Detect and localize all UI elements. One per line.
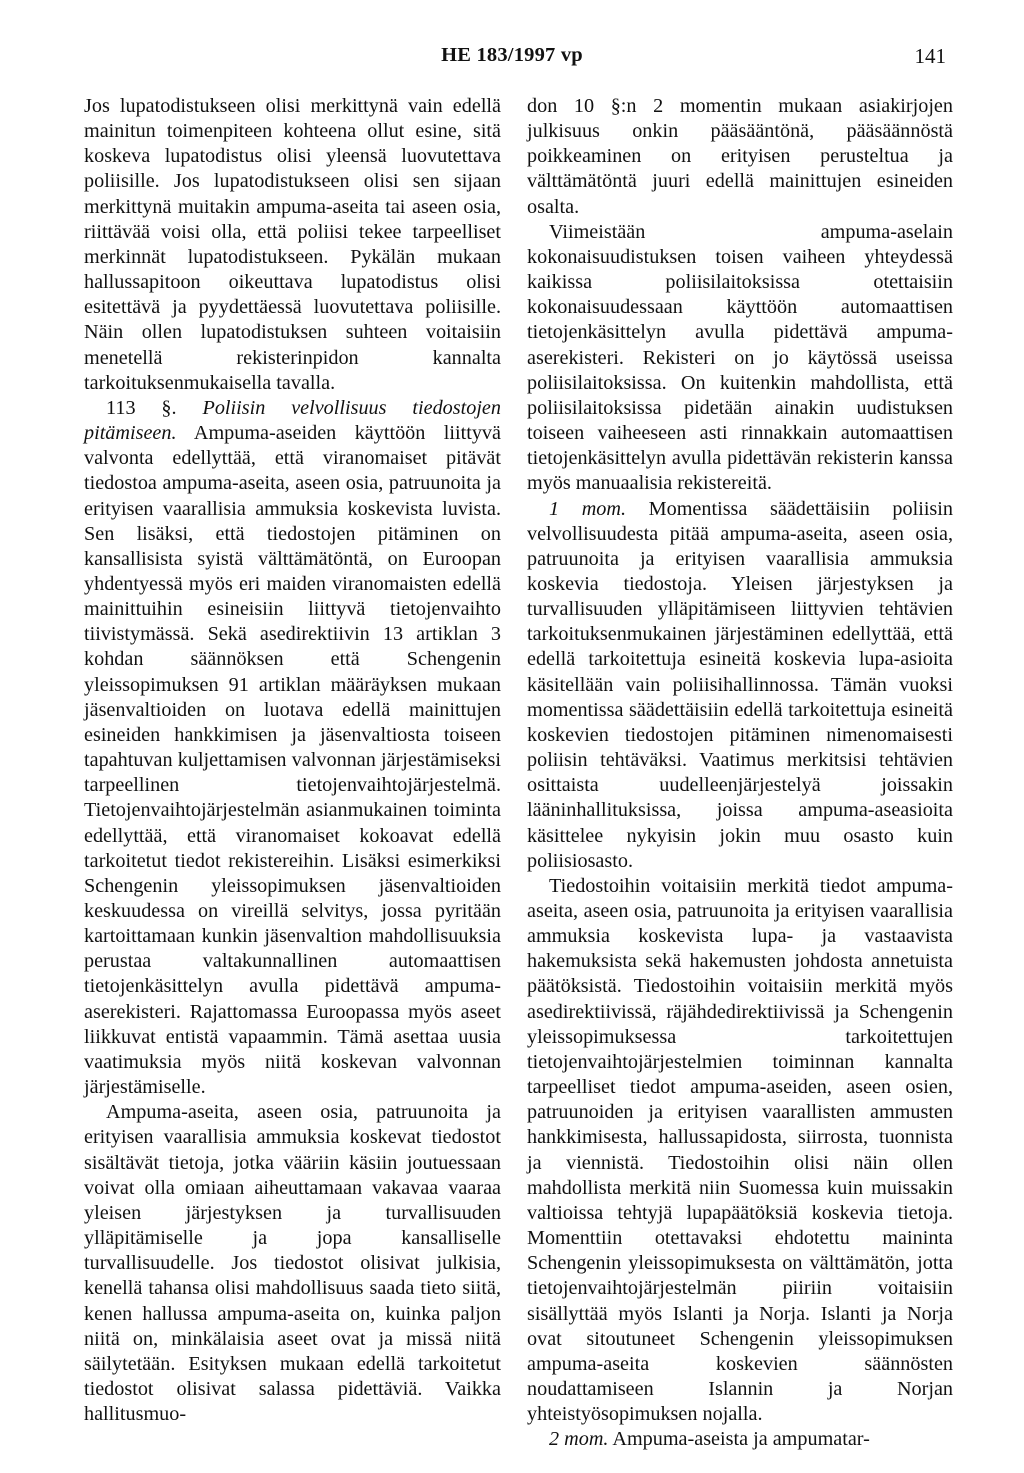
section-heading: Poliisin velvollisuus tiedostojen pitämiseen. — [84, 396, 501, 445]
moment-paragraph — [527, 497, 953, 874]
running-header — [0, 44, 1024, 74]
section-paragraph — [84, 396, 501, 1100]
document-title: HE 183/1997 vp — [441, 44, 583, 66]
moment-label: 2 mom. — [549, 1428, 609, 1451]
paragraph: Tiedostoihin voitaisiin merkitä tiedot ampuma-aseita, aseen osia, patruunoita ja erityisen vaarallisia ammuksia koskevista lupa- ja vastaavista hakemuksista sekä hakemusten johdosta annetuista päätöksistä. Tiedostoihin voitaisiin merkitä myös asedirektiivissä, räjähdedirektiivissä ja Schengenin yleissopimuksessa tarkoitettujen tietojenvaihtojärjestelmien toiminnan kannalta tarpeelliset tiedot ampuma-aseiden, aseen osien, patruunoiden ja erityisen vaarallisten ammusten hankkimisesta, hallussapidosta, siirrosta, tuonnista ja viennistä. Tiedostoihin olisi näin ollen mahdollista merkitä niin Suomessa kuin muissakin valtioissa tehtyjä lupapäätöksiä koskevia tietoja. Momenttiin otettavaksi ehdotettu maininta Schengenin yleissopimuksesta on välttämätön, jotta tietojenvaihtojärjestelmän piiriin voitaisiin sisällyttää myös Islanti ja Norja. Islanti ja Norja ovat sitoutuneet Schengenin yleissopimuksen ampuma-aseita koskevien säännösten noudattamiseen Islannin ja Norjan yhteistyösopimuksen nojalla. — [527, 874, 953, 1426]
moment-paragraph — [527, 1427, 953, 1452]
right-column — [527, 94, 953, 1452]
paragraph: don 10 §:n 2 momentin mukaan asiakirjojen julkisuus onkin pääsääntönä, pääsäännöstä poikkeaminen on erityisen perusteltua ja välttämätöntä juuri edellä mainittujen esineiden osalta. — [527, 95, 953, 218]
moment-body: Momentissa säädettäisiin poliisin velvollisuudesta pitää ampuma-aseita, aseen osia, patruunoita ja erityisen vaarallisia ammuksia koskevia tiedostoja. Yleisen järjestyksen ja turvallisuuden ylläpitämiseen liittyvien tehtävien tarkoituksenmukainen järjestäminen edellyttää, että edellä tarkoitettuja esineitä koskevia lupa-asioita käsitellään vain poliisihallinnossa. Tämän vuoksi momentissa säädettäisiin edellä tarkoitettuja esineitä koskevien tiedostojen pitäminen nimenomaisesti poliisin tehtäväksi. Vaatimus merkitsisi tehtävien osittaista uudelleenjärjestelyä joissakin lääninhallituksissa, joissa ampuma-aseasioita käsittelee nykyisin jokin muu osasto kuin poliisiosasto. — [527, 497, 953, 872]
section-body: Ampuma-aseiden käyttöön liittyvä valvonta edellyttää, että viranomaiset pitävät tiedostoa ampuma-aseita, aseen osia, patruunoita ja erityisen vaarallisia ammuksia koskevista luvista. Sen lisäksi, että tiedostojen pitäminen on kansallisista syistä välttämätöntä, on Euroopan yhdentyessä myös eri maiden viranomaisten edellä mainittuihin esineisiin liittyvä tietojenvaihto tiivistymässä. Sekä asedirektiivin 13 artiklan 3 kohdan säännöksen että Schengenin yleissopimuksen 91 artiklan määräyksen mukaan jäsenvaltioiden on luotava edellä mainittujen esineiden hankkimisen ja jäsenvaltiosta toiseen tapahtuvan kuljettamisen valvonnan järjestämiseksi tarpeellinen tietojenvaihtojärjestelmä. Tietojenvaihtojärjestelmän asianmukainen toiminta edellyttää, että viranomaiset kokoavat edellä tarkoitetut tiedot rekistereihin. Lisäksi esimerkiksi Schengenin yleissopimuksen jäsenvaltioiden keskuudessa on vireillä selvitys, jossa pyritään kartoittamaan kunkin jäsenvaltion mahdollisuuksia perustaa valtakunnallinen automaattisen tietojenkäsittelyn avulla pidettävä ampuma-aserekisteri. Rajattomassa Euroopassa myös aseet liikkuvat entistä vapaammin. Tämä asettaa uusia vaatimuksia myös niitä koskevan valvonnan järjestämiselle. — [84, 422, 501, 1099]
paragraph: Ampuma-aseita, aseen osia, patruunoita ja erityisen vaarallisia ammuksia koskevat tiedostot sisältävät tietoja, jotka vääriin käsiin joutuessaan voivat olla omiaan aiheuttamaan vakavaa vaaraa yleisen järjestyksen ja turvallisuuden ylläpitämiselle ja jopa kansalliselle turvallisuudelle. Jos tiedostot olisivat julkisia, kenellä tahansa olisi mahdollisuus saada tieto siitä, kenen hallussa ampuma-aseita on, kuinka paljon niitä on, minkälaisia aseet ovat ja missä niitä säilytetään. Esityksen mukaan edellä tarkoitetut tiedostot olisivat salassa pidettäviä. Vaikka hallitusmuo- — [84, 1101, 501, 1426]
moment-label: 1 mom. — [549, 497, 627, 520]
paragraph: Viimeistään ampuma-aselain kokonaisuudistuksen toisen vaiheen yhteydessä kaikissa poliisilaitoksissa otettaisiin kokonaisuudessaan käyttöön automaattisen tietojenkäsittelyn avulla pidettävä ampuma-aserekisteri. Rekisteri on jo käytössä useissa poliisilaitoksissa. On kuitenkin mahdollista, että poliisilaitoksissa pidetään ainakin uudistuksen toiseen vaiheeseen asti rinnakkain automaattisen tietojenkäsittelyn avulla pidettävän rekisterin kanssa myös manuaalisia rekistereitä. — [527, 220, 953, 495]
page-number: 141 — [914, 44, 946, 68]
moment-body: Ampuma-aseista ja ampumatar- — [612, 1428, 870, 1451]
paragraph: Jos lupatodistukseen olisi merkittynä vain edellä mainitun toimenpiteen kohteena ollut esine, sitä koskeva lupatodistus olisi yleensä luovutettava poliisille. Jos lupatodistukseen olisi sen sijaan merkittynä muitakin ampuma-aseita tai aseen osia, riittävää voisi olla, että poliisi tekee tarpeelliset merkinnät lupatodistukseen. Pykälän mukaan hallussapitoon oikeuttava lupatodistus olisi esitettävä ja pyydettäessä luovutettava poliisille. Näin ollen lupatodistuksen suhteen voitaisiin menetellä rekisterinpidon kannalta tarkoituksenmukaisella tavalla. — [84, 95, 501, 394]
left-column — [84, 94, 501, 1427]
section-number: 113 §. — [106, 396, 177, 419]
